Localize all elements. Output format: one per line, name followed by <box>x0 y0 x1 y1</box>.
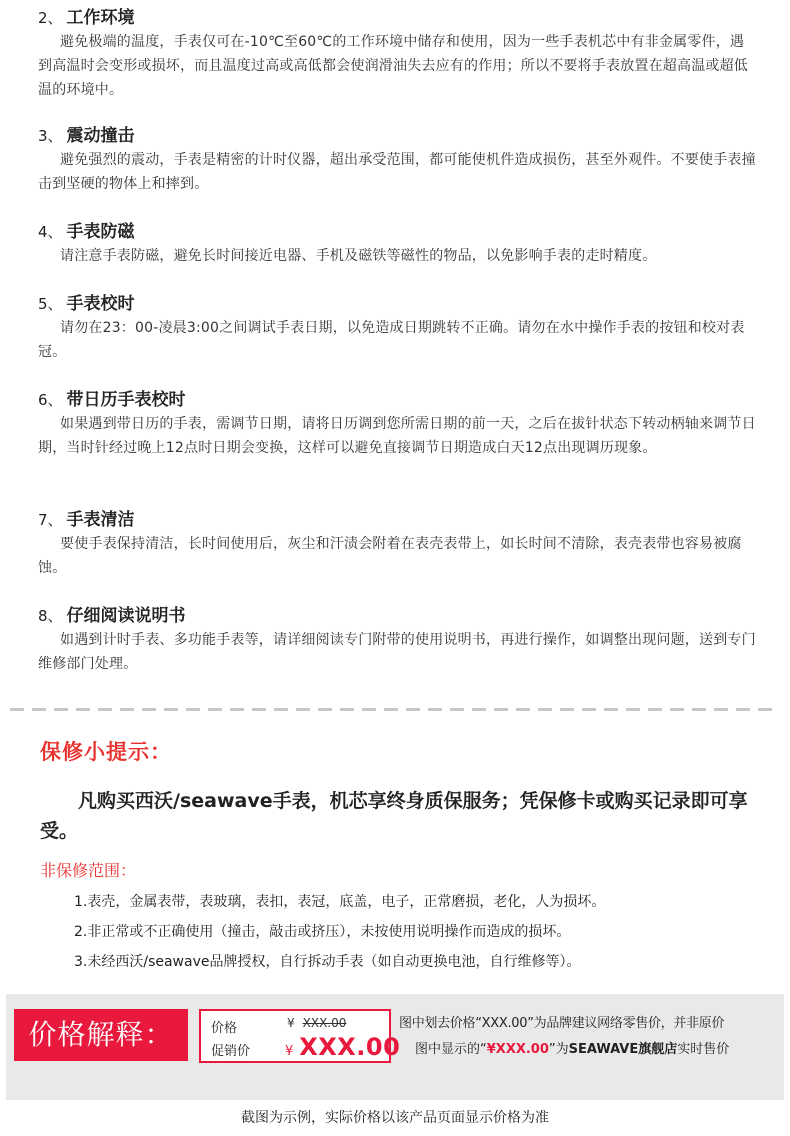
care-item-title: 6、 带日历手表校时 <box>38 390 186 410</box>
care-item-body: 如果遇到带日历的手表，需调节日期，请将日历调到您所需日期的前一天，之后在拔针状态下转动柄轴来调节日期，当时针经过晚上12点时日期会变换，这样可以避免直接调节日期造成白天12点出现调历现象。 <box>38 416 756 456</box>
care-item-magnetism <box>38 220 758 268</box>
list-item: 2.非正常或不正确使用（撞击，敲击或挤压），未按使用说明操作而造成的损坏。 <box>74 924 571 940</box>
price-notes <box>399 1013 784 1061</box>
care-item-title: 2、 工作环境 <box>38 8 135 28</box>
care-item-title: 5、 手表校时 <box>38 294 135 314</box>
care-item-manual <box>38 604 758 676</box>
warranty-statement: 凡购买西沃/seawave手表，机芯享终身质保服务；凭保修卡或购买记录即可享受。 <box>40 790 748 842</box>
care-item-calendar <box>38 388 758 460</box>
care-item-title: 3、 震动撞击 <box>38 126 135 146</box>
care-item-title: 8、 仔细阅读说明书 <box>38 606 186 626</box>
price-note-list-price: 图中划去价格“XXX.00”为品牌建议网络零售价，并非原价 <box>399 1016 725 1031</box>
care-item-time-setting <box>38 292 758 364</box>
care-item-body: 请注意手表防磁，避免长时间接近电器、手机及磁铁等磁性的物品，以免影响手表的走时精度。 <box>60 248 657 264</box>
care-item-cleaning <box>38 508 758 580</box>
care-item-body: 要使手表保持清洁，长时间使用后，灰尘和汗渍会附着在表壳表带上，如长时间不清除，表壳表带也容易被腐蚀。 <box>38 536 742 576</box>
dashed-divider <box>10 708 780 711</box>
promo-price: ¥ XXX.00 <box>285 1033 401 1061</box>
non-warranty-heading: 非保修范围： <box>40 861 137 880</box>
care-item-body: 如遇到计时手表、多功能手表等，请详细阅读专门附带的使用说明书，再进行操作，如调整出现问题，送到专门维修部门处理。 <box>38 632 756 672</box>
footer-disclaimer: 截图为示例，实际价格以该产品页面显示价格为准 <box>241 1110 549 1126</box>
price-example-box <box>199 1009 401 1063</box>
care-item-shock <box>38 124 758 196</box>
strikethrough-price: ¥ XXX.00 <box>287 1016 347 1030</box>
care-item-title: 4、 手表防磁 <box>38 222 135 242</box>
care-item-body: 避免强烈的震动，手表是精密的计时仪器，超出承受范围，都可能使机件造成损伤，甚至外观件。不要使手表撞击到坚硬的物体上和摔到。 <box>38 152 756 192</box>
price-note-realtime-price: 图中显示的“¥XXX.00”为SEAWAVE旗舰店实时售价 <box>415 1042 730 1057</box>
price-label: 价格 <box>211 1021 238 1036</box>
price-explanation-badge: 价格解释： <box>14 1009 188 1061</box>
promo-price-label: 促销价 <box>211 1044 251 1059</box>
warranty-heading: 保修小提示： <box>40 740 172 764</box>
list-item: 1.表壳，金属表带，表玻璃，表扣，表冠，底盖，电子，正常磨损，老化，人为损坏。 <box>74 894 606 910</box>
care-item-body: 避免极端的温度，手表仅可在-10℃至60℃的工作环境中储存和使用，因为一些手表机芯中有非金属零件，遇到高温时会变形或损坏，而且温度过高或高低都会使润滑油失去应有的作用；所以不要将手表放置在超高温或超低温的环境中。 <box>38 34 748 98</box>
care-item-body: 请勿在23：00-凌晨3:00之间调试手表日期，以免造成日期跳转不正确。请勿在水中操作手表的按钮和校对表冠。 <box>38 320 745 360</box>
care-item-environment <box>38 6 758 102</box>
care-item-title: 7、 手表清洁 <box>38 510 135 530</box>
non-warranty-list <box>74 887 774 977</box>
list-item: 3.未经西沃/seawave品牌授权，自行拆动手表（如自动更换电池，自行维修等）。 <box>74 954 581 970</box>
